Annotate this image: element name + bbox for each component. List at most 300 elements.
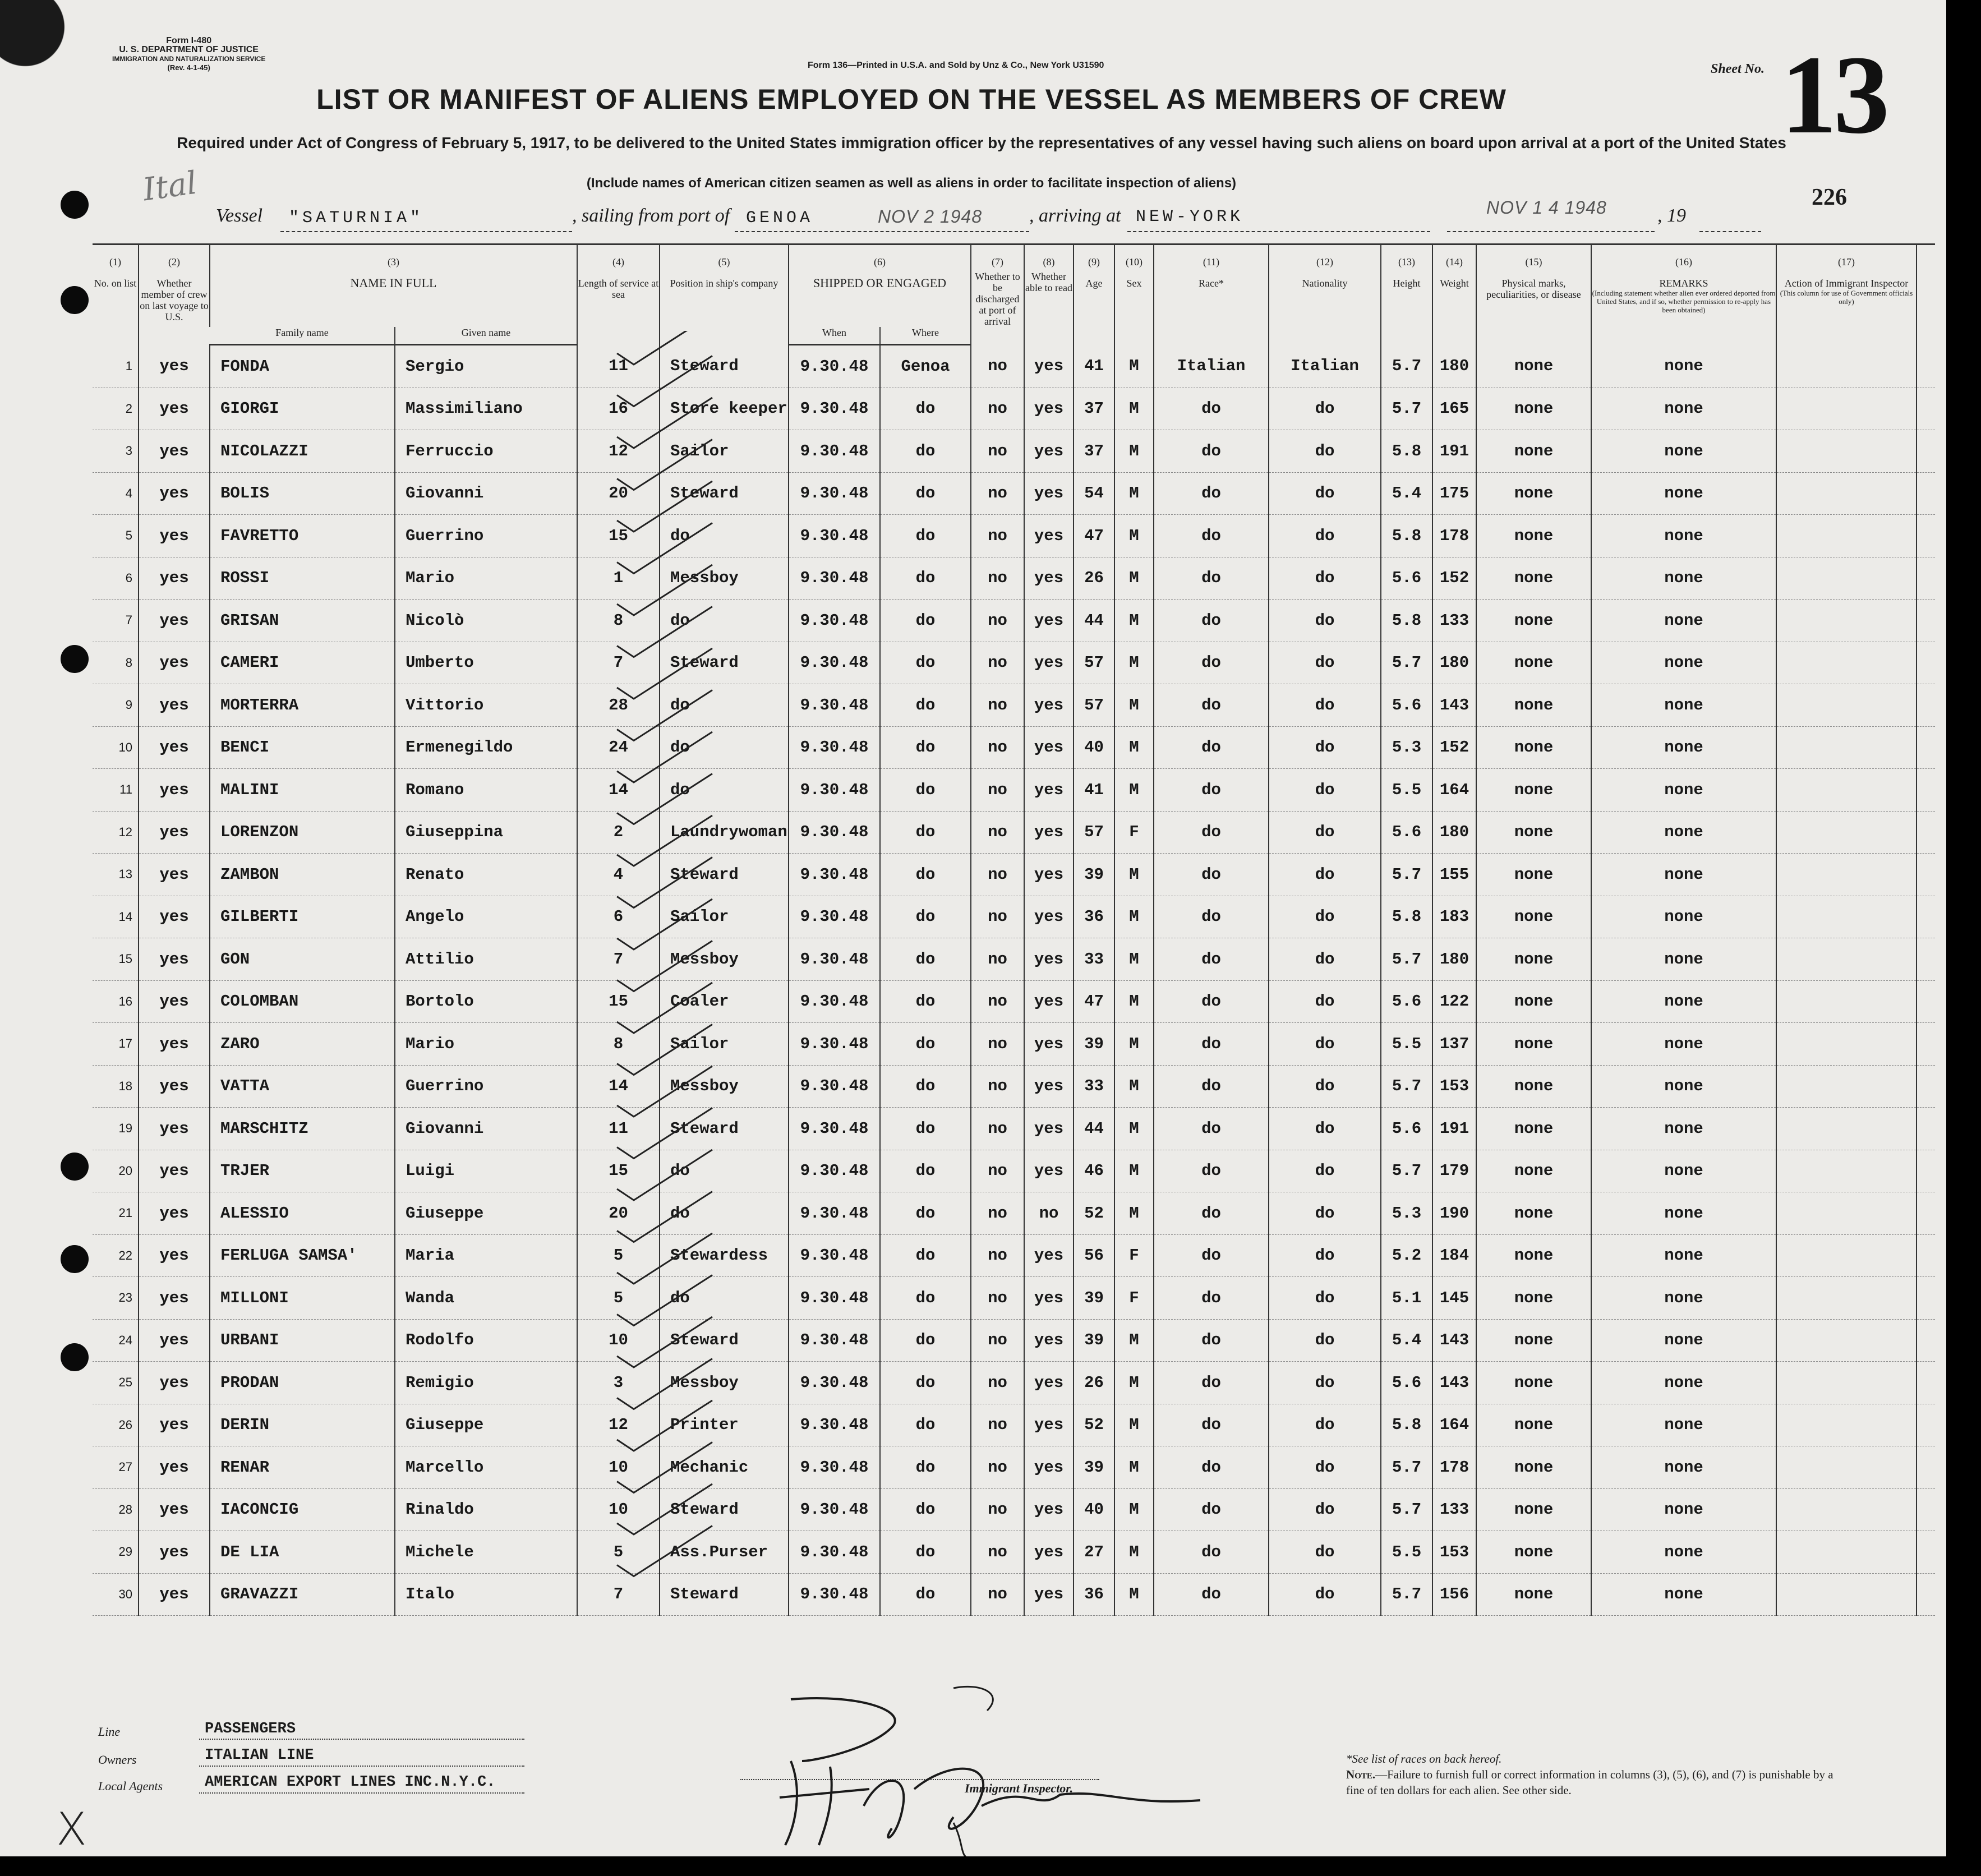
given-name-cell: Sergio [395,345,577,388]
race-cell: do [1154,1023,1269,1066]
remarks-cell: none [1591,938,1776,981]
row-number-cell: 16 [93,980,139,1023]
shipped-when-cell: 9.30.48 [789,600,880,642]
agents-label: Local Agents [98,1779,163,1793]
shipped-when-cell: 9.30.48 [789,684,880,727]
able-to-read-cell: yes [1024,642,1074,684]
weight-cell: 183 [1432,896,1476,938]
note-label: Note. [1346,1768,1376,1781]
sex-cell: M [1114,600,1154,642]
inspector-action-cell [1776,726,1916,769]
physical-marks-cell: none [1476,1192,1591,1235]
discharged-cell: no [971,1319,1024,1362]
position-cell: Printer [660,1404,789,1446]
table-row [93,1023,1935,1066]
position-cell: Mechanic [660,1446,789,1489]
shipped-when-cell: 9.30.48 [789,1488,880,1531]
family-name-cell: BOLIS [210,472,395,515]
shipped-where-cell: do [880,980,971,1023]
margin-cell-cell [1916,557,1935,600]
position-cell: do [660,515,789,557]
owners-underline [199,1766,524,1767]
discharged-cell: no [971,854,1024,896]
sex-cell: M [1114,1404,1154,1446]
weight-cell: 180 [1432,345,1476,388]
inspector-action-cell [1776,642,1916,684]
able-to-read-cell: yes [1024,896,1074,938]
nationality-cell: do [1269,1150,1381,1192]
given-name-cell: Giovanni [395,1108,577,1150]
table-row [93,1150,1935,1192]
weight-cell: 153 [1432,1065,1476,1108]
family-name-cell: GON [210,938,395,981]
position-cell: Coaler [660,980,789,1023]
sex-cell: M [1114,1108,1154,1150]
sex-cell: M [1114,1023,1154,1066]
position-cell: do [660,769,789,812]
table-row [93,896,1935,938]
shipped-when-cell: 9.30.48 [789,854,880,896]
weight-cell: 145 [1432,1277,1476,1320]
given-name-cell: Giuseppe [395,1404,577,1446]
physical-marks-cell: none [1476,1065,1591,1108]
inspector-action-cell [1776,1488,1916,1531]
shipped-when-cell: 9.30.48 [789,1446,880,1489]
service-checkmarks [583,331,729,1666]
family-name-cell: GRISAN [210,600,395,642]
vessel-name: "SATURNIA" [289,209,424,228]
table-row [93,1488,1935,1531]
crew-table-body [93,345,1935,1616]
remarks-cell: none [1591,1446,1776,1489]
service-length-cell: 10 [577,1488,660,1531]
row-number-cell: 26 [93,1404,139,1446]
margin-cell-cell [1916,515,1935,557]
shipped-where-cell: do [880,854,971,896]
row-number-cell: 18 [93,1065,139,1108]
given-name-cell: Mario [395,557,577,600]
remarks-cell: none [1591,1573,1776,1616]
inspector-action-cell [1776,1192,1916,1235]
nationality-cell: do [1269,684,1381,727]
able-to-read-cell: yes [1024,980,1074,1023]
given-name-cell: Umberto [395,642,577,684]
remarks-cell: none [1591,726,1776,769]
race-cell: do [1154,938,1269,981]
discharged-cell: no [971,769,1024,812]
sex-cell: M [1114,684,1154,727]
weight-cell: 122 [1432,980,1476,1023]
given-name-cell: Romano [395,769,577,812]
position-cell: Steward [660,345,789,388]
arrival-underline [1127,231,1430,232]
position-cell: Store keeper [660,388,789,430]
family-name-cell: MARSCHITZ [210,1108,395,1150]
age-cell: 47 [1074,980,1114,1023]
position-cell: do [660,1150,789,1192]
margin-cell-cell [1916,1277,1935,1320]
discharged-cell: no [971,515,1024,557]
physical-marks-cell: none [1476,1488,1591,1531]
departure-port: GENOA [746,209,814,228]
x-mark: X [56,1803,87,1855]
position-cell: Steward [660,1573,789,1616]
service-length-cell: 7 [577,642,660,684]
row-number-cell: 30 [93,1573,139,1616]
age-cell: 54 [1074,472,1114,515]
nationality-cell: do [1269,642,1381,684]
previous-voyage-cell: yes [139,1573,210,1616]
col-remarks-header: (16) REMARKS (Including statement whether alien ever ordered deported from United States, and if so, whether permission to re-apply has been obtained) [1591,245,1776,345]
table-row [93,430,1935,473]
previous-voyage-cell: yes [139,980,210,1023]
remarks-cell: none [1591,811,1776,854]
inspector-signature [768,1677,1228,1856]
physical-marks-cell: none [1476,600,1591,642]
family-name-cell: TRJER [210,1150,395,1192]
service-length-cell: 1 [577,557,660,600]
check-mark [617,331,712,365]
weight-cell: 164 [1432,1404,1476,1446]
discharged-cell: no [971,1404,1024,1446]
position-cell: do [660,726,789,769]
age-cell: 33 [1074,1065,1114,1108]
given-name-cell: Massimiliano [395,388,577,430]
remarks-cell: none [1591,388,1776,430]
given-name-cell: Attilio [395,938,577,981]
inspector-action-cell [1776,388,1916,430]
sex-cell: M [1114,642,1154,684]
remarks-cell: none [1591,472,1776,515]
margin-cell-cell [1916,472,1935,515]
age-cell: 37 [1074,388,1114,430]
previous-voyage-cell: yes [139,769,210,812]
shipped-when-cell: 9.30.48 [789,388,880,430]
shipped-when-cell: 9.30.48 [789,1192,880,1235]
discharged-cell: no [971,472,1024,515]
row-number-cell: 3 [93,430,139,473]
table-row [93,684,1935,727]
height-cell: 5.7 [1381,854,1432,896]
margin-cell-cell [1916,1234,1935,1277]
discharged-cell: no [971,938,1024,981]
discharged-cell: no [971,1531,1024,1574]
physical-marks-cell: none [1476,811,1591,854]
physical-marks-cell: none [1476,938,1591,981]
shipped-where-cell: do [880,938,971,981]
height-cell: 5.8 [1381,1404,1432,1446]
service-length-cell: 14 [577,1065,660,1108]
previous-voyage-cell: yes [139,515,210,557]
shipped-where-cell: do [880,726,971,769]
able-to-read-cell: yes [1024,1404,1074,1446]
shipped-where-cell: do [880,1488,971,1531]
nationality-cell: do [1269,1531,1381,1574]
discharged-cell: no [971,1277,1024,1320]
table-row [93,811,1935,854]
height-cell: 5.6 [1381,980,1432,1023]
age-cell: 46 [1074,1150,1114,1192]
physical-marks-cell: none [1476,557,1591,600]
given-name-cell: Giovanni [395,472,577,515]
height-cell: 5.5 [1381,1023,1432,1066]
service: IMMIGRATION AND NATURALIZATION SERVICE [112,55,266,63]
service-length-cell: 24 [577,726,660,769]
shipped-when-cell: 9.30.48 [789,1531,880,1574]
weight-cell: 180 [1432,642,1476,684]
able-to-read-cell: yes [1024,388,1074,430]
able-to-read-cell: yes [1024,1023,1074,1066]
row-number-cell: 9 [93,684,139,727]
race-cell: do [1154,1531,1269,1574]
family-name-cell: URBANI [210,1319,395,1362]
service-length-cell: 20 [577,472,660,515]
race-cell: do [1154,769,1269,812]
margin-cell-cell [1916,1319,1935,1362]
shipped-where-cell: Genoa [880,345,971,388]
row-number-cell: 27 [93,1446,139,1489]
physical-marks-cell: none [1476,1277,1591,1320]
col-when-header: When [789,327,880,345]
inspector-action-cell [1776,769,1916,812]
weight-cell: 164 [1432,769,1476,812]
family-name-cell: NICOLAZZI [210,430,395,473]
remarks-cell: none [1591,1108,1776,1150]
margin-cell-cell [1916,1108,1935,1150]
table-row [93,1404,1935,1446]
service-length-cell: 10 [577,1319,660,1362]
vessel-label: Vessel [216,205,263,226]
previous-voyage-cell: yes [139,726,210,769]
race-cell: do [1154,1234,1269,1277]
age-cell: 26 [1074,1362,1114,1404]
nationality-cell: Italian [1269,345,1381,388]
able-to-read-cell: yes [1024,1108,1074,1150]
row-number-cell: 10 [93,726,139,769]
inspector-action-cell [1776,1150,1916,1192]
position-cell: Steward [660,1319,789,1362]
inspector-action-cell [1776,1234,1916,1277]
previous-voyage-cell: yes [139,1023,210,1066]
col-shipped-header: (6) SHIPPED OR ENGAGED [789,245,971,328]
margin-cell-cell [1916,1023,1935,1066]
table-row [93,726,1935,769]
service-length-cell: 8 [577,600,660,642]
margin-cell-cell [1916,430,1935,473]
service-length-cell: 15 [577,980,660,1023]
age-cell: 26 [1074,557,1114,600]
table-row [93,557,1935,600]
weight-cell: 175 [1432,472,1476,515]
inspector-action-cell [1776,896,1916,938]
physical-marks-cell: none [1476,854,1591,896]
height-cell: 5.1 [1381,1277,1432,1320]
nationality-cell: do [1269,726,1381,769]
col-weight-header: (14) Weight [1432,245,1476,345]
family-name-cell: FONDA [210,345,395,388]
table-row [93,854,1935,896]
printer-line: Form 136—Printed in U.S.A. and Sold by Unz & Co., New York U31590 [808,61,1104,70]
race-cell: do [1154,1362,1269,1404]
nationality-cell: do [1269,1192,1381,1235]
nationality-cell: do [1269,472,1381,515]
age-cell: 44 [1074,600,1114,642]
nationality-cell: do [1269,896,1381,938]
previous-voyage-cell: yes [139,684,210,727]
sex-cell: M [1114,896,1154,938]
remarks-cell: none [1591,769,1776,812]
row-number-cell: 11 [93,769,139,812]
nationality-cell: do [1269,600,1381,642]
inspector-action-cell [1776,557,1916,600]
position-cell: do [660,1277,789,1320]
service-length-cell: 5 [577,1277,660,1320]
age-cell: 44 [1074,1108,1114,1150]
weight-cell: 153 [1432,1531,1476,1574]
table-row [93,938,1935,981]
table-row [93,1319,1935,1362]
sex-cell: M [1114,1531,1154,1574]
remarks-cell: none [1591,345,1776,388]
physical-marks-cell: none [1476,1362,1591,1404]
previous-voyage-cell: yes [139,938,210,981]
previous-voyage-cell: yes [139,1277,210,1320]
shipped-where-cell: do [880,430,971,473]
weight-cell: 152 [1432,557,1476,600]
height-cell: 5.5 [1381,769,1432,812]
previous-voyage-cell: yes [139,811,210,854]
family-name-cell: ZAMBON [210,854,395,896]
given-name-cell: Italo [395,1573,577,1616]
nationality-cell: do [1269,938,1381,981]
previous-voyage-cell: yes [139,1108,210,1150]
form-block [112,36,265,72]
able-to-read-cell: yes [1024,684,1074,727]
remarks-cell: none [1591,1150,1776,1192]
given-name-cell: Luigi [395,1150,577,1192]
shipped-when-cell: 9.30.48 [789,345,880,388]
remarks-cell: none [1591,896,1776,938]
physical-marks-cell: none [1476,1234,1591,1277]
given-name-cell: Guerrino [395,515,577,557]
service-length-cell: 12 [577,1404,660,1446]
service-length-cell: 16 [577,388,660,430]
race-cell: do [1154,515,1269,557]
shipped-when-cell: 9.30.48 [789,1573,880,1616]
previous-voyage-cell: yes [139,600,210,642]
page-title: LIST OR MANIFEST OF ALIENS EMPLOYED ON THE VESSEL AS MEMBERS OF CREW [316,84,1507,115]
remarks-cell: none [1591,1023,1776,1066]
col-sex-header: (10) Sex [1114,245,1154,345]
height-cell: 5.6 [1381,684,1432,727]
arrival-date-stamp: NOV 1 4 1948 [1486,197,1607,218]
physical-marks-cell: none [1476,642,1591,684]
row-number-cell: 17 [93,1023,139,1066]
nationality-cell: do [1269,980,1381,1023]
shipped-where-cell: do [880,557,971,600]
given-name-cell: Guerrino [395,1065,577,1108]
margin-cell-cell [1916,854,1935,896]
able-to-read-cell: yes [1024,811,1074,854]
nationality-cell: do [1269,1023,1381,1066]
race-cell: do [1154,430,1269,473]
given-name-cell: Ermenegildo [395,726,577,769]
given-name-cell: Giuseppina [395,811,577,854]
height-cell: 5.8 [1381,430,1432,473]
physical-marks-cell: none [1476,1108,1591,1150]
weight-cell: 184 [1432,1234,1476,1277]
given-name-cell: Bortolo [395,980,577,1023]
table-row [93,769,1935,812]
inspector-action-cell [1776,600,1916,642]
race-cell: do [1154,684,1269,727]
height-cell: 5.6 [1381,1362,1432,1404]
weight-cell: 143 [1432,684,1476,727]
table-row [93,1446,1935,1489]
crew-table [93,243,1935,1616]
family-name-cell: FERLUGA SAMSA' [210,1234,395,1277]
weight-cell: 178 [1432,515,1476,557]
given-name-cell: Renato [395,854,577,896]
margin-cell-cell [1916,1531,1935,1574]
shipped-when-cell: 9.30.48 [789,1023,880,1066]
col-height-header: (13) Height [1381,245,1432,345]
shipped-where-cell: do [880,811,971,854]
col-age-header: (9) Age [1074,245,1114,345]
discharged-cell: no [971,1150,1024,1192]
given-name-cell: Vittorio [395,684,577,727]
previous-voyage-cell: yes [139,854,210,896]
sheet-label: Sheet No. [1711,62,1765,76]
position-cell: do [660,1192,789,1235]
height-cell: 5.7 [1381,1150,1432,1192]
previous-voyage-cell: yes [139,1446,210,1489]
row-number-cell: 1 [93,345,139,388]
physical-marks-cell: none [1476,896,1591,938]
weight-cell: 143 [1432,1319,1476,1362]
sex-cell: M [1114,515,1154,557]
weight-cell: 155 [1432,854,1476,896]
weight-cell: 191 [1432,1108,1476,1150]
race-cell: do [1154,1192,1269,1235]
discharged-cell: no [971,430,1024,473]
row-number-cell: 5 [93,515,139,557]
able-to-read-cell: yes [1024,515,1074,557]
previous-voyage-cell: yes [139,472,210,515]
table-row [93,1531,1935,1574]
able-to-read-cell: yes [1024,557,1074,600]
agents-value: AMERICAN EXPORT LINES INC.N.Y.C. [205,1774,496,1791]
age-cell: 57 [1074,684,1114,727]
age-cell: 37 [1074,430,1114,473]
shipped-where-cell: do [880,600,971,642]
nationality-cell: do [1269,1573,1381,1616]
punch-hole [61,286,89,314]
nationality-cell: do [1269,1404,1381,1446]
margin-cell-cell [1916,345,1935,388]
family-name-cell: GRAVAZZI [210,1573,395,1616]
position-cell: do [660,600,789,642]
able-to-read-cell: yes [1024,430,1074,473]
able-to-read-cell: yes [1024,1277,1074,1320]
margin-cell-cell [1916,1150,1935,1192]
sex-cell: F [1114,811,1154,854]
sex-cell: M [1114,1362,1154,1404]
shipped-where-cell: do [880,1573,971,1616]
col-where-header: Where [880,327,971,345]
col-name-header: (3) NAME IN FULL [210,245,577,328]
position-cell: Sailor [660,430,789,473]
